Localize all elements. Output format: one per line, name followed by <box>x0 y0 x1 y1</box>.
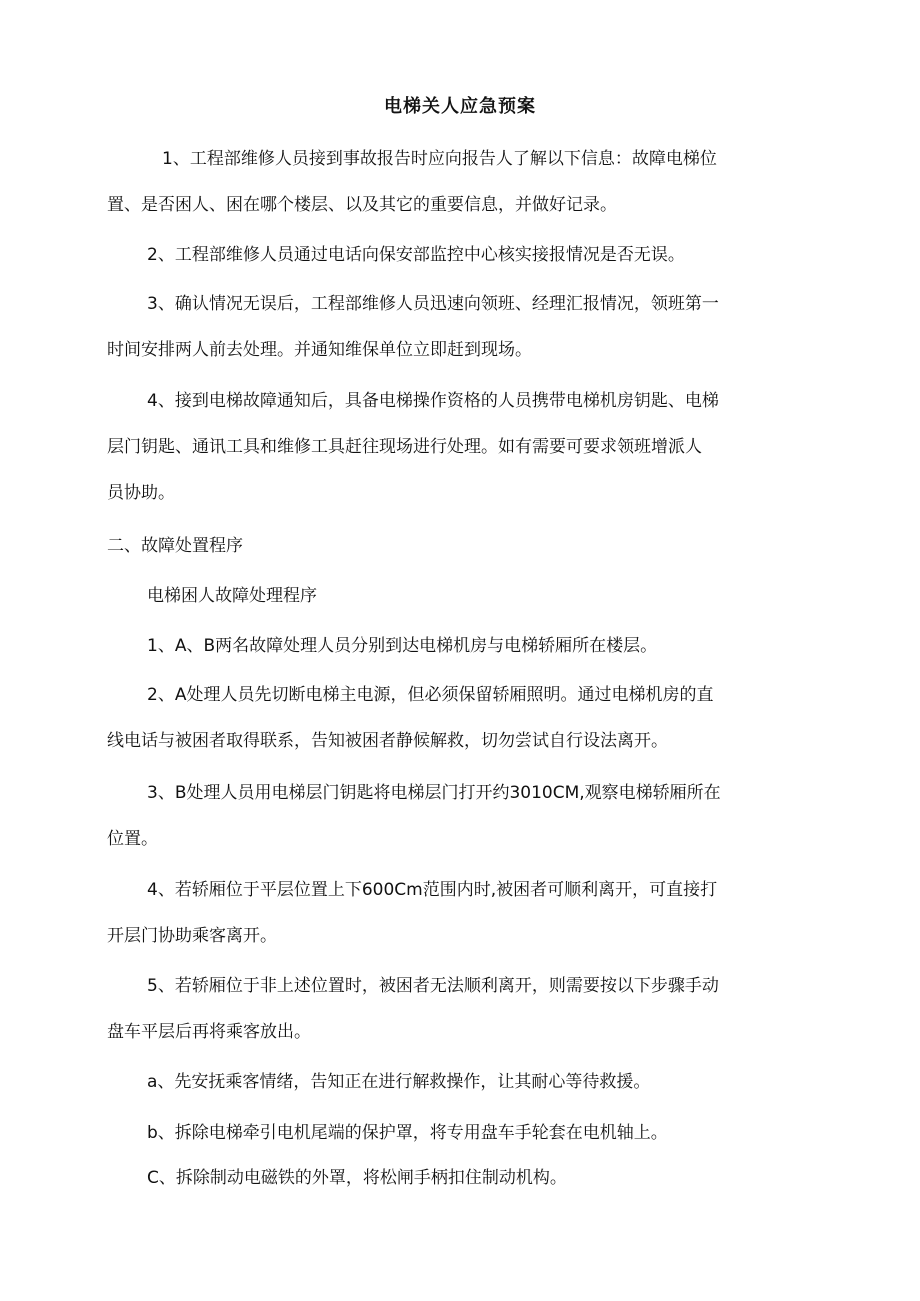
step-2 <box>107 672 827 764</box>
paragraph-line: 置、是否困人、困在哪个楼层、以及其它的重要信息，并做好记录。 <box>107 195 617 215</box>
paragraph-line: 4、接到电梯故障通知后，具备电梯操作资格的人员携带电梯机房钥匙、电梯 <box>147 391 719 411</box>
step-3 <box>107 770 827 862</box>
sub-step-a <box>107 1059 827 1105</box>
paragraph-line: 时间安排两人前去处理。并通知维保单位立即赶到现场。 <box>107 340 532 360</box>
paragraph-line: 3、确认情况无误后，工程部维修人员迅速向领班、经理汇报情况，领班第一 <box>147 294 719 314</box>
paragraph-line: 线电话与被困者取得联系，告知被困者静候解救，切勿尝试自行设法离开。 <box>107 731 668 751</box>
paragraph-2 <box>107 232 827 278</box>
paragraph-line: a、先安抚乘客情绪，告知正在进行解救操作，让其耐心等待救援。 <box>147 1072 651 1092</box>
paragraph-line: 层门钥匙、通讯工具和维修工具赶往现场进行处理。如有需要可要求领班增派人 <box>107 437 702 457</box>
step-5 <box>107 963 827 1055</box>
paragraph-line: 1、A、B两名故障处理人员分别到达电梯机房与电梯轿厢所在楼层。 <box>147 636 658 656</box>
page-title: 电梯关人应急预案 <box>384 96 536 117</box>
paragraph-line: b、拆除电梯牵引电机尾端的保护罩，将专用盘车手轮套在电机轴上。 <box>147 1123 668 1143</box>
paragraph-1 <box>107 136 827 228</box>
paragraph-line: 盘车平层后再将乘客放出。 <box>107 1022 311 1042</box>
paragraph-line: 5、若轿厢位于非上述位置时，被困者无法顺利离开，则需要按以下步骤手动 <box>147 976 719 996</box>
paragraph-line: 开层门协助乘客离开。 <box>107 926 277 946</box>
paragraph-4 <box>107 378 827 516</box>
step-4 <box>107 867 827 959</box>
sub-step-b <box>107 1110 827 1156</box>
paragraph-line: 1、工程部维修人员接到事故报告时应向报告人了解以下信息：故障电梯位 <box>162 149 717 169</box>
paragraph-line: 2、工程部维修人员通过电话向保安部监控中心核实接报情况是否无误。 <box>147 245 685 265</box>
subsection-heading <box>107 573 827 619</box>
paragraph-line: 4、若轿厢位于平层位置上下600Cm范围内时,被困者可顺利离开，可直接打 <box>147 880 718 900</box>
paragraph-line: 二、故障处置程序 <box>107 536 243 556</box>
paragraph-line: 位置。 <box>107 829 158 849</box>
paragraph-line: 3、B处理人员用电梯层门钥匙将电梯层门打开约3010CM,观察电梯轿厢所在 <box>147 783 721 803</box>
section-heading <box>107 523 827 569</box>
paragraph-line: 电梯困人故障处理程序 <box>147 586 317 606</box>
paragraph-line: C、拆除制动电磁铁的外罩，将松闸手柄扣住制动机构。 <box>147 1168 567 1188</box>
step-1 <box>107 623 827 669</box>
paragraph-line: 员协助。 <box>107 483 175 503</box>
paragraph-line: 2、A处理人员先切断电梯主电源，但必须保留轿厢照明。通过电梯机房的直 <box>147 685 714 705</box>
paragraph-3 <box>107 281 827 373</box>
sub-step-c <box>107 1155 827 1201</box>
